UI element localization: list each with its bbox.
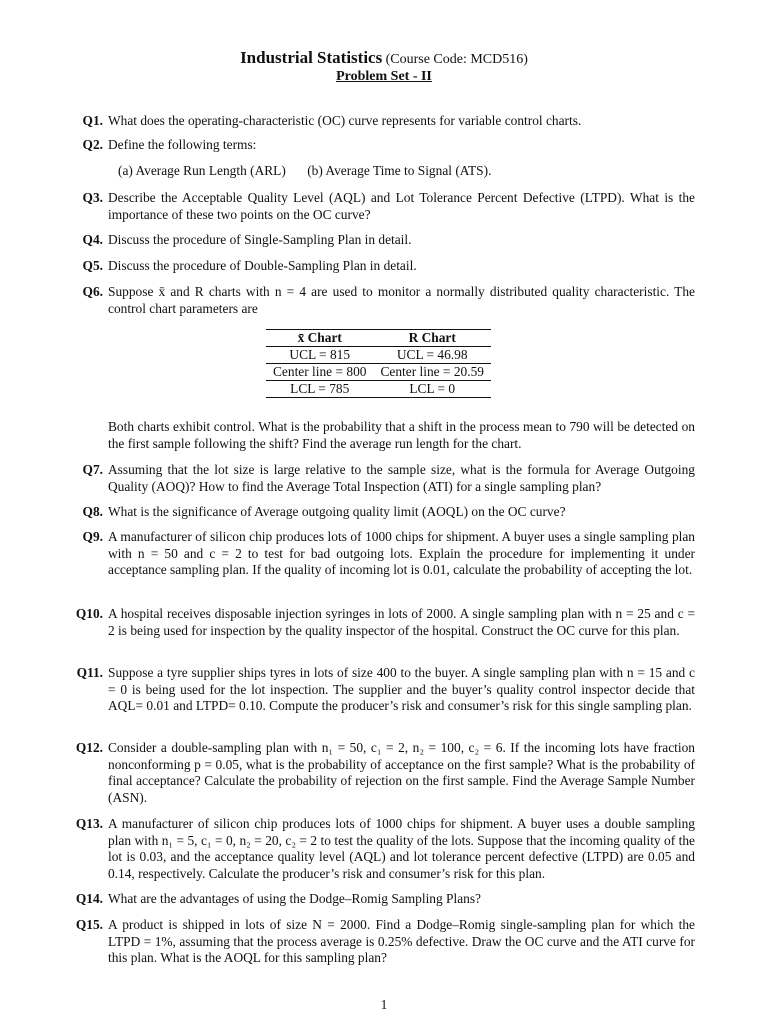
table-header-row [266, 330, 491, 347]
control-chart-table [266, 329, 491, 398]
question-number: Q12. [75, 740, 103, 755]
question-text: A product is shipped in lots of size N = 2000. Find a Dodge–Romig single-sampling plan for which the LTPD = 1%, assuming that the process average is 0.25% defective. Draw the OC curve and the ATI curve for this plan. What is the AOQL for this sampling plan? [108, 917, 695, 966]
question-text: Discuss the procedure of Single-Sampling Plan in detail. [108, 232, 412, 247]
question-number: Q7. [82, 462, 103, 477]
question-text: Assuming that the lot size is large relative to the sample size, what is the formula for Average Outgoing Quality (AOQ)? How to find the Average Total Inspection (ATI) for a single sampling plan? [108, 462, 695, 494]
question-text: Suppose a tyre supplier ships tyres in lots of size 400 to the buyer. A single sampling plan with n = 15 and c = 0 is being used for the lot inspection. The supplier and the buyer’s quality control inspector decide that AQL= 0.01 and LTPD= 0.10. Compute the producer’s risk and consumer’s risk for this single sampling plan. [108, 665, 695, 714]
question-text: A manufacturer of silicon chip produces lots of 1000 chips for shipment. A buyer uses a single sampling plan with n = 50 and c = 2 to test for bad outgoing lots. Explain the procedure for implementing it under acceptance sampling plan. If the quality of incoming lot is 0.01, calculate the probability of accepting the lot. [108, 529, 695, 578]
term-item: (a) Average Run Length (ARL) [118, 163, 286, 178]
question-number: Q3. [82, 190, 103, 205]
question-text: Define the following terms: [108, 137, 257, 152]
question-text: Describe the Acceptable Quality Level (AQL) and Lot Tolerance Percent Defective (LTPD). What is the importance of these two points on the OC curve? [108, 190, 695, 222]
question-text: Suppose x̄ and R charts with n = 4 are used to monitor a normally distributed quality characteristic. The control chart parameters are [108, 284, 695, 316]
table-row [266, 381, 491, 398]
column-header: R Chart [373, 330, 491, 347]
question-number: Q9. [82, 529, 103, 544]
term-item: (b) Average Time to Signal (ATS). [307, 163, 492, 178]
question-number: Q10. [75, 606, 103, 621]
question-number: Q14. [75, 891, 103, 906]
column-header: x̄ Chart [266, 330, 373, 347]
table-cell: Center line = 800 [266, 364, 373, 381]
question-number: Q8. [82, 504, 103, 519]
document-title: Industrial Statistics [240, 48, 383, 67]
table-row [266, 347, 491, 364]
question-text: A hospital receives disposable injection syringes in lots of 2000. A single sampling plan with n = 25 and c = 2 is being used for inspection by the quality inspector of the hospital. Construct the OC curve for this plan. [108, 606, 695, 638]
table-cell: LCL = 0 [373, 381, 491, 398]
question-number: Q6. [82, 284, 103, 299]
question-number: Q1. [82, 113, 103, 128]
course-code: (Course Code: MCD516) [385, 52, 528, 67]
question-number: Q11. [76, 665, 103, 680]
question-number: Q13. [75, 816, 103, 831]
term-list [118, 163, 509, 180]
question-text: What is the significance of Average outgoing quality limit (AOQL) on the OC curve? [108, 504, 566, 519]
problem-set-title: Problem Set - II [336, 68, 432, 84]
title-line [0, 50, 768, 69]
question-text: What are the advantages of using the Dodge–Romig Sampling Plans? [108, 891, 481, 906]
question-number: Q5. [82, 258, 103, 273]
question-text: Discuss the procedure of Double-Sampling Plan in detail. [108, 258, 417, 273]
table-row [266, 364, 491, 381]
page-number: 1 [380, 997, 388, 1012]
question-text: A manufacturer of silicon chip produces lots of 1000 chips for shipment. A buyer uses a double sampling plan with n₁ = 5, c₁ = 0, n₂ = 20, c₂ = 2 to test the quality of the lots. Suppose that the incoming quality of the lot is 0.03, and the acceptance quality level (AQL) and lot tolerance percent defective (LTPD) are 0.05 and 0.14, respectively. Calculate the producer’s risk and consumer’s risk for this plan. [108, 816, 695, 881]
table-cell: UCL = 815 [266, 347, 373, 364]
document-header [0, 50, 768, 85]
question-text: What does the operating-characteristic (OC) curve represents for variable control charts. [108, 113, 582, 128]
question-text: Consider a double-sampling plan with n₁ = 50, c₁ = 2, n₂ = 100, c₂ = 6. If the incoming lots have fraction nonconforming p = 0.05, what is the probability of acceptance on the first sample? What is the probability of final acceptance? Calculate the probability of rejection on the first sample. Find the Average Sample Number (ASN). [108, 740, 695, 805]
table-cell: LCL = 785 [266, 381, 373, 398]
table-cell: UCL = 46.98 [373, 347, 491, 364]
table-cell: Center line = 20.59 [373, 364, 491, 381]
question-number: Q2. [82, 137, 103, 152]
question-number: Q15. [75, 917, 103, 932]
question-text: Both charts exhibit control. What is the probability that a shift in the process mean to 790 will be detected on the first sample following the shift? Find the average run length for the chart. [108, 419, 695, 451]
question-number: Q4. [82, 232, 103, 247]
